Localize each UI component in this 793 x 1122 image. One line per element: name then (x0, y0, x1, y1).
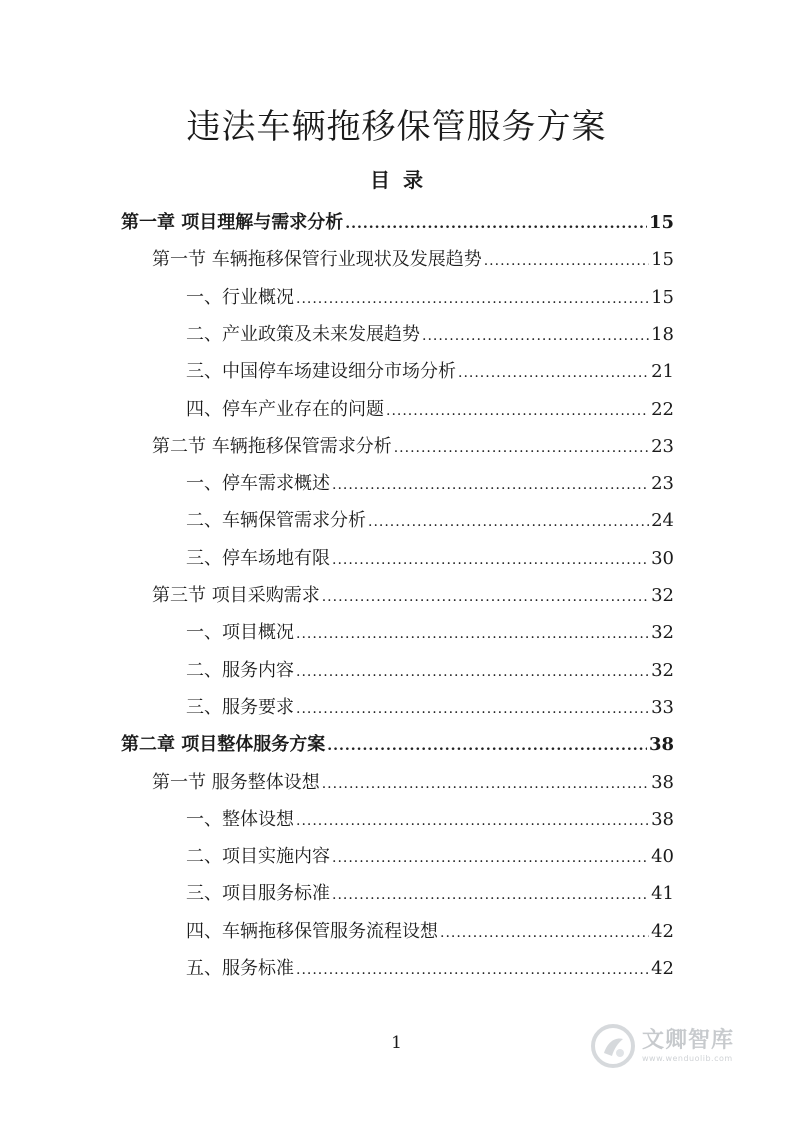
toc-entry-subsection[interactable] (186, 502, 674, 539)
toc-dot-leader (332, 467, 649, 504)
toc-entry-page: 40 (651, 846, 674, 868)
toc-dot-leader (368, 504, 649, 541)
toc-entry-page: 32 (651, 659, 674, 681)
toc-entry-label: 第一章 项目理解与需求分析 (121, 212, 344, 233)
toc-entry-subsection[interactable] (186, 465, 674, 502)
toc-dot-leader (296, 803, 649, 840)
toc-entry-label: 二、车辆保管需求分析 (186, 510, 366, 532)
toc-dot-leader (322, 579, 649, 616)
toc-entry-label: 三、服务要求 (186, 696, 294, 718)
toc-entry-page: 38 (651, 771, 674, 793)
toc-entry-page: 38 (651, 808, 674, 830)
toc-entry-label: 第二章 项目整体服务方案 (121, 734, 326, 756)
toc-entry-subsection[interactable] (186, 801, 674, 838)
toc-entry-subsection[interactable] (186, 614, 674, 651)
document-title: 违法车辆拖移保管服务方案 (186, 107, 607, 147)
toc-entry-label: 第三节 项目采购需求 (152, 585, 320, 606)
toc-entry-subsection[interactable] (186, 316, 674, 353)
toc-dot-leader (345, 206, 647, 243)
toc-dot-leader (296, 281, 649, 318)
toc-dot-leader (322, 766, 649, 803)
toc-entry-subsection[interactable] (186, 391, 674, 428)
toc-entry-page: 15 (648, 212, 674, 233)
toc-entry-label: 一、停车需求概述 (186, 473, 330, 495)
watermark-text-group (642, 1028, 734, 1064)
toc-dot-leader (296, 654, 649, 691)
toc-entry-subsection[interactable] (186, 540, 674, 577)
toc-entry-label: 第二节 车辆拖移保管需求分析 (152, 435, 392, 457)
watermark (590, 1015, 770, 1077)
toc-entry-label: 五、服务标准 (186, 958, 294, 979)
toc-entry-page: 23 (651, 435, 674, 457)
toc-entry-label: 二、服务内容 (186, 659, 294, 681)
toc-dot-leader (484, 243, 649, 280)
toc-entry-label: 一、行业概况 (186, 286, 294, 308)
toc-dot-leader (296, 952, 649, 989)
toc-entry-subsection[interactable] (186, 838, 674, 875)
toc-entry-label: 四、停车产业存在的问题 (186, 398, 384, 420)
toc-dot-leader (327, 728, 647, 765)
toc-entry-label: 一、整体设想 (186, 808, 294, 830)
toc-entry-chapter-2[interactable] (121, 726, 674, 763)
toc-entry-label: 第一节 车辆拖移保管行业现状及发展趋势 (152, 249, 482, 271)
toc-entry-page: 23 (651, 473, 674, 495)
toc-entry-label: 第一节 服务整体设想 (152, 771, 320, 793)
toc-entry-page: 18 (651, 323, 674, 345)
toc-entry-subsection[interactable] (186, 353, 674, 390)
toc-entry-page: 42 (651, 958, 674, 979)
toc-entry-section[interactable] (152, 428, 674, 465)
toc-entry-label: 二、项目实施内容 (186, 846, 330, 868)
watermark-brand: 文卿智库 (642, 1028, 735, 1053)
toc-dot-leader (332, 840, 649, 877)
toc-entry-section[interactable] (152, 764, 674, 801)
toc-entry-subsection[interactable] (186, 689, 674, 726)
toc-dot-leader (332, 877, 649, 914)
toc-entry-section[interactable] (152, 577, 674, 614)
toc-entry-subsection[interactable] (186, 875, 674, 912)
toc-entry-page: 32 (651, 585, 674, 606)
toc-heading: 目 录 (370, 168, 423, 192)
toc-entry-page: 42 (651, 920, 674, 942)
toc-entry-label: 二、产业政策及未来发展趋势 (186, 323, 420, 345)
toc-dot-leader (440, 915, 649, 952)
toc-entry-page: 15 (651, 249, 674, 271)
toc-entry-label: 三、项目服务标准 (186, 883, 330, 905)
toc-dot-leader (296, 691, 649, 728)
toc-entry-subsection[interactable] (186, 913, 674, 950)
toc-dot-leader (458, 355, 649, 392)
page-number: 1 (391, 1033, 402, 1053)
toc-entry-page: 38 (648, 734, 674, 756)
toc-entry-subsection[interactable] (186, 950, 674, 987)
toc-dot-leader (332, 542, 649, 579)
toc-entry-page: 30 (651, 547, 674, 569)
toc-entry-page: 22 (651, 398, 674, 420)
toc-entry-subsection[interactable] (186, 652, 674, 689)
toc-entry-page: 21 (651, 361, 674, 383)
toc-dot-leader (422, 318, 649, 355)
toc-entry-page: 33 (651, 696, 674, 718)
toc-dot-leader (296, 616, 649, 653)
wenku-logo-icon (590, 1023, 636, 1069)
toc-entry-label: 三、停车场地有限 (186, 547, 330, 569)
toc-entry-page: 15 (651, 286, 674, 308)
toc-entry-chapter-1[interactable] (121, 204, 674, 241)
toc-entry-label: 一、项目概况 (186, 622, 294, 644)
toc-dot-leader (394, 430, 649, 467)
toc-entry-label: 四、车辆拖移保管服务流程设想 (186, 920, 438, 942)
watermark-url: www.wenduolib.com (642, 1054, 733, 1063)
toc-dot-leader (386, 393, 649, 430)
toc-entry-page: 41 (651, 883, 674, 905)
toc-entry-subsection[interactable] (186, 279, 674, 316)
toc-entry-label: 三、中国停车场建设细分市场分析 (186, 361, 456, 383)
toc-entry-section[interactable] (152, 241, 674, 278)
toc-entry-page: 24 (651, 510, 674, 532)
toc-entry-page: 32 (651, 622, 674, 644)
